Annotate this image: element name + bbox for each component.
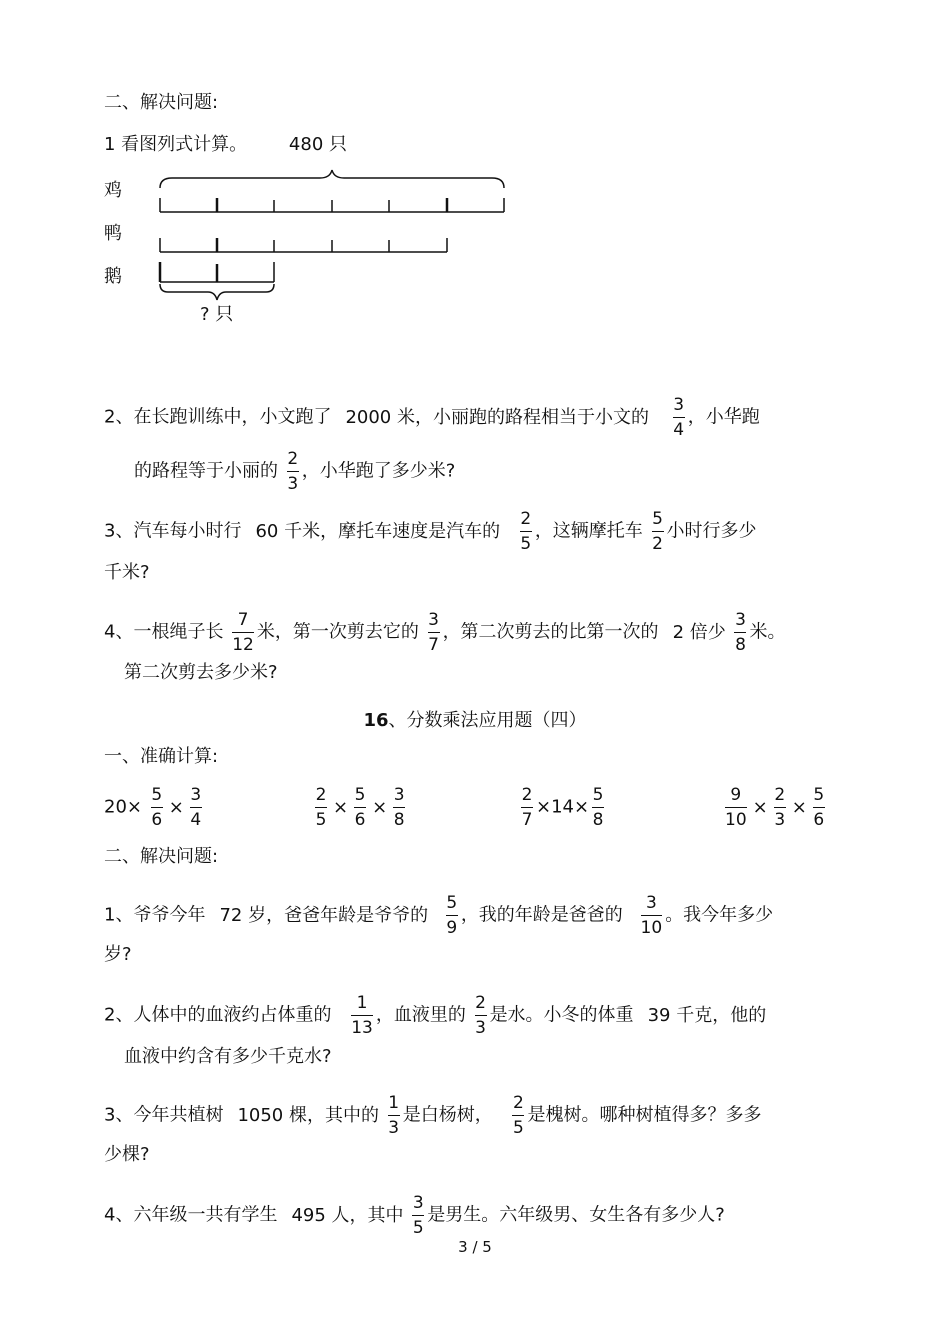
numerator: 2 — [513, 1093, 524, 1113]
fraction — [190, 784, 202, 831]
total-label: 480 只 — [288, 134, 347, 155]
numerator: 3 — [735, 610, 746, 630]
text: 米。 — [749, 621, 786, 643]
question-4-line-1 — [104, 1192, 725, 1239]
numerator: 2 — [521, 785, 533, 805]
numerator: 5 — [592, 785, 604, 805]
numerator: 1 — [388, 1093, 400, 1113]
solve-heading: 二、解决问题: — [104, 846, 219, 867]
fraction — [412, 1192, 424, 1239]
numerator: 2 — [287, 449, 299, 469]
denominator: 8 — [592, 810, 604, 830]
calc-heading: 一、准确计算: — [104, 746, 219, 767]
numerator: 2 — [315, 785, 327, 805]
fraction — [393, 784, 405, 831]
text: 495 人，其中 — [291, 1204, 404, 1226]
denominator: 7 — [521, 810, 533, 830]
fraction — [428, 609, 440, 656]
numerator: 5 — [446, 893, 458, 913]
denominator: 8 — [393, 810, 405, 830]
fraction — [388, 1092, 400, 1139]
text: 3、汽车每小时行 — [104, 520, 242, 542]
question-1-line-1 — [104, 892, 773, 939]
text: 小时行多少 — [666, 520, 757, 542]
fraction — [813, 784, 825, 831]
fraction-bar — [315, 807, 327, 808]
fraction — [287, 448, 299, 495]
fraction — [475, 992, 487, 1039]
times-sign: × — [333, 796, 349, 818]
problem-3-line-2: 千米? — [104, 562, 150, 583]
numerator: 3 — [190, 785, 202, 805]
denominator: 5 — [513, 1118, 524, 1138]
duck-bar — [160, 238, 447, 252]
problem-4-line-2: 第二次剪去多少米? — [124, 662, 278, 683]
numerator: 5 — [813, 785, 825, 805]
numerator: 3 — [645, 893, 657, 913]
denominator: 13 — [351, 1018, 373, 1038]
fraction — [446, 892, 458, 939]
text: ，我的年龄是爸爸的 — [460, 904, 623, 926]
text: 20× — [104, 796, 142, 818]
problem-3-line-1 — [104, 508, 757, 555]
fraction-bar — [734, 632, 746, 633]
lesson-title-text: 、分数乘法应用题（四） — [388, 710, 587, 731]
numerator: 5 — [151, 785, 163, 805]
denominator: 9 — [446, 918, 458, 938]
problem-2-line-2 — [134, 448, 455, 495]
problem-4-line-1 — [104, 609, 785, 656]
denominator: 2 — [652, 534, 663, 554]
numerator: 3 — [428, 610, 439, 630]
text: 2000 米，小丽跑的路程相当于小文的 — [345, 406, 649, 428]
question-2-line-2: 血液中约含有多少千克水? — [124, 1046, 332, 1067]
question-3-line-1 — [104, 1092, 761, 1139]
question-label: ? 只 — [200, 304, 234, 325]
fraction-bar — [446, 915, 458, 916]
text: 1050 棵，其中的 — [237, 1104, 379, 1126]
fraction-bar — [592, 807, 604, 808]
text: 的路程等于小丽的 — [134, 460, 278, 482]
problem-2-line-1 — [104, 394, 760, 441]
fraction — [151, 784, 163, 831]
fraction — [351, 992, 373, 1039]
text: ，这辆摩托车 — [534, 520, 643, 542]
fraction-bar — [521, 807, 533, 808]
fraction — [725, 784, 747, 831]
fraction-bar — [354, 807, 366, 808]
text: 4、一根绳子长 — [104, 621, 224, 643]
heading-text: 二、解决问题: — [104, 92, 219, 113]
denominator: 6 — [151, 810, 163, 830]
calc-3 — [518, 784, 607, 831]
denominator: 4 — [673, 420, 685, 440]
fraction-bar — [641, 915, 663, 916]
numerator: 2 — [520, 509, 532, 529]
text: 4、六年级一共有学生 — [104, 1204, 278, 1226]
numerator: 1 — [356, 993, 368, 1013]
page-number: 3 / 5 — [458, 1238, 492, 1256]
fraction-bar — [774, 807, 786, 808]
fraction-bar — [287, 471, 299, 472]
fraction-bar — [151, 807, 163, 808]
fraction — [652, 508, 664, 555]
fraction-bar — [475, 1015, 487, 1016]
question-2-line-1 — [104, 992, 766, 1039]
fraction — [774, 784, 786, 831]
fraction-bar — [725, 807, 747, 808]
denominator: 6 — [354, 810, 366, 830]
lesson-title — [0, 706, 950, 732]
text: ，小华跑了多少米? — [301, 460, 456, 482]
calc-1 — [104, 784, 205, 831]
fraction-bar — [412, 1215, 424, 1216]
chicken-bar — [160, 198, 504, 212]
text: ，血液里的 — [375, 1004, 466, 1026]
fraction — [673, 394, 685, 441]
denominator: 7 — [428, 635, 439, 655]
fraction-bar — [351, 1015, 373, 1016]
text: ，第二次剪去的比第一次的 — [442, 621, 659, 643]
fraction — [512, 1092, 524, 1139]
denominator: 5 — [520, 534, 532, 554]
text: 60 千米，摩托车速度是汽车的 — [255, 520, 501, 542]
denominator: 5 — [412, 1218, 424, 1238]
fraction-bar — [520, 531, 532, 532]
denominator: 8 — [735, 635, 746, 655]
fraction-bar — [393, 807, 405, 808]
fraction-bar — [190, 807, 202, 808]
times-sign: × — [752, 796, 768, 818]
denominator: 6 — [813, 810, 825, 830]
text: 。我今年多少 — [665, 904, 774, 926]
fraction-bar — [428, 632, 440, 633]
numerator: 2 — [475, 993, 486, 1013]
times-sign: × — [168, 796, 184, 818]
text: 米，第一次剪去它的 — [256, 621, 419, 643]
fraction-bar — [673, 417, 685, 418]
text: 3、今年共植树 — [104, 1104, 224, 1126]
fraction-bar — [388, 1115, 400, 1116]
text: 2、在长跑训练中，小文跑了 — [104, 406, 332, 428]
text: 是白杨树， — [402, 1104, 493, 1126]
denominator: 3 — [475, 1018, 486, 1038]
text: ，小华跑 — [687, 406, 760, 428]
text: 是槐树。哪种树植得多？多多 — [527, 1104, 762, 1126]
denominator: 4 — [190, 810, 202, 830]
numerator: 5 — [354, 785, 366, 805]
animal-chicken-label: 鸡 — [104, 180, 122, 201]
text: 是水。小冬的体重 — [489, 1004, 634, 1026]
segment-diagram — [0, 0, 950, 340]
numerator: 3 — [673, 395, 685, 415]
fraction — [592, 784, 604, 831]
text: 2、人体中的血液约占体重的 — [104, 1004, 332, 1026]
fraction — [315, 784, 327, 831]
calc-2 — [312, 784, 408, 831]
denominator: 10 — [725, 810, 747, 830]
fraction — [734, 609, 746, 656]
denominator: 10 — [640, 918, 663, 938]
total-brace — [160, 170, 504, 188]
text: 72 岁，爸爸年龄是爷爷的 — [219, 904, 429, 926]
text: 1、爷爷今年 — [104, 904, 206, 926]
animal-duck-label: 鸭 — [104, 223, 122, 244]
text: 2 倍少 — [672, 621, 726, 643]
problem-1-text: 1 看图列式计算。 — [104, 134, 248, 155]
denominator: 3 — [287, 474, 299, 494]
fraction-bar — [813, 807, 825, 808]
times-sign: × — [372, 796, 388, 818]
text: 39 千克，他的 — [647, 1004, 767, 1026]
animal-goose-label: 鹅 — [104, 266, 122, 287]
numerator: 2 — [774, 785, 786, 805]
fraction-bar — [232, 632, 254, 633]
question-1-line-2: 岁? — [104, 944, 132, 965]
denominator: 5 — [315, 810, 327, 830]
numerator: 5 — [652, 509, 663, 529]
calc-4 — [722, 784, 828, 831]
fraction — [641, 892, 663, 939]
question-brace — [160, 284, 274, 300]
fraction — [354, 784, 366, 831]
denominator: 3 — [774, 810, 786, 830]
lesson-number: 16 — [363, 710, 389, 731]
fraction-bar — [652, 531, 664, 532]
numerator: 7 — [237, 610, 249, 630]
times-sign: × — [791, 796, 807, 818]
text: 是男生。六年级男、女生各有多少人? — [427, 1204, 725, 1226]
fraction — [521, 784, 533, 831]
denominator: 3 — [388, 1118, 400, 1138]
numerator: 9 — [730, 785, 742, 805]
question-3-line-2: 少棵? — [104, 1144, 150, 1165]
denominator: 12 — [232, 635, 254, 655]
fraction — [520, 508, 532, 555]
numerator: 3 — [393, 785, 405, 805]
fraction — [232, 609, 254, 656]
numerator: 3 — [412, 1193, 424, 1213]
goose-bar — [160, 262, 274, 282]
fraction-bar — [512, 1115, 524, 1116]
text: ×14× — [536, 796, 590, 818]
